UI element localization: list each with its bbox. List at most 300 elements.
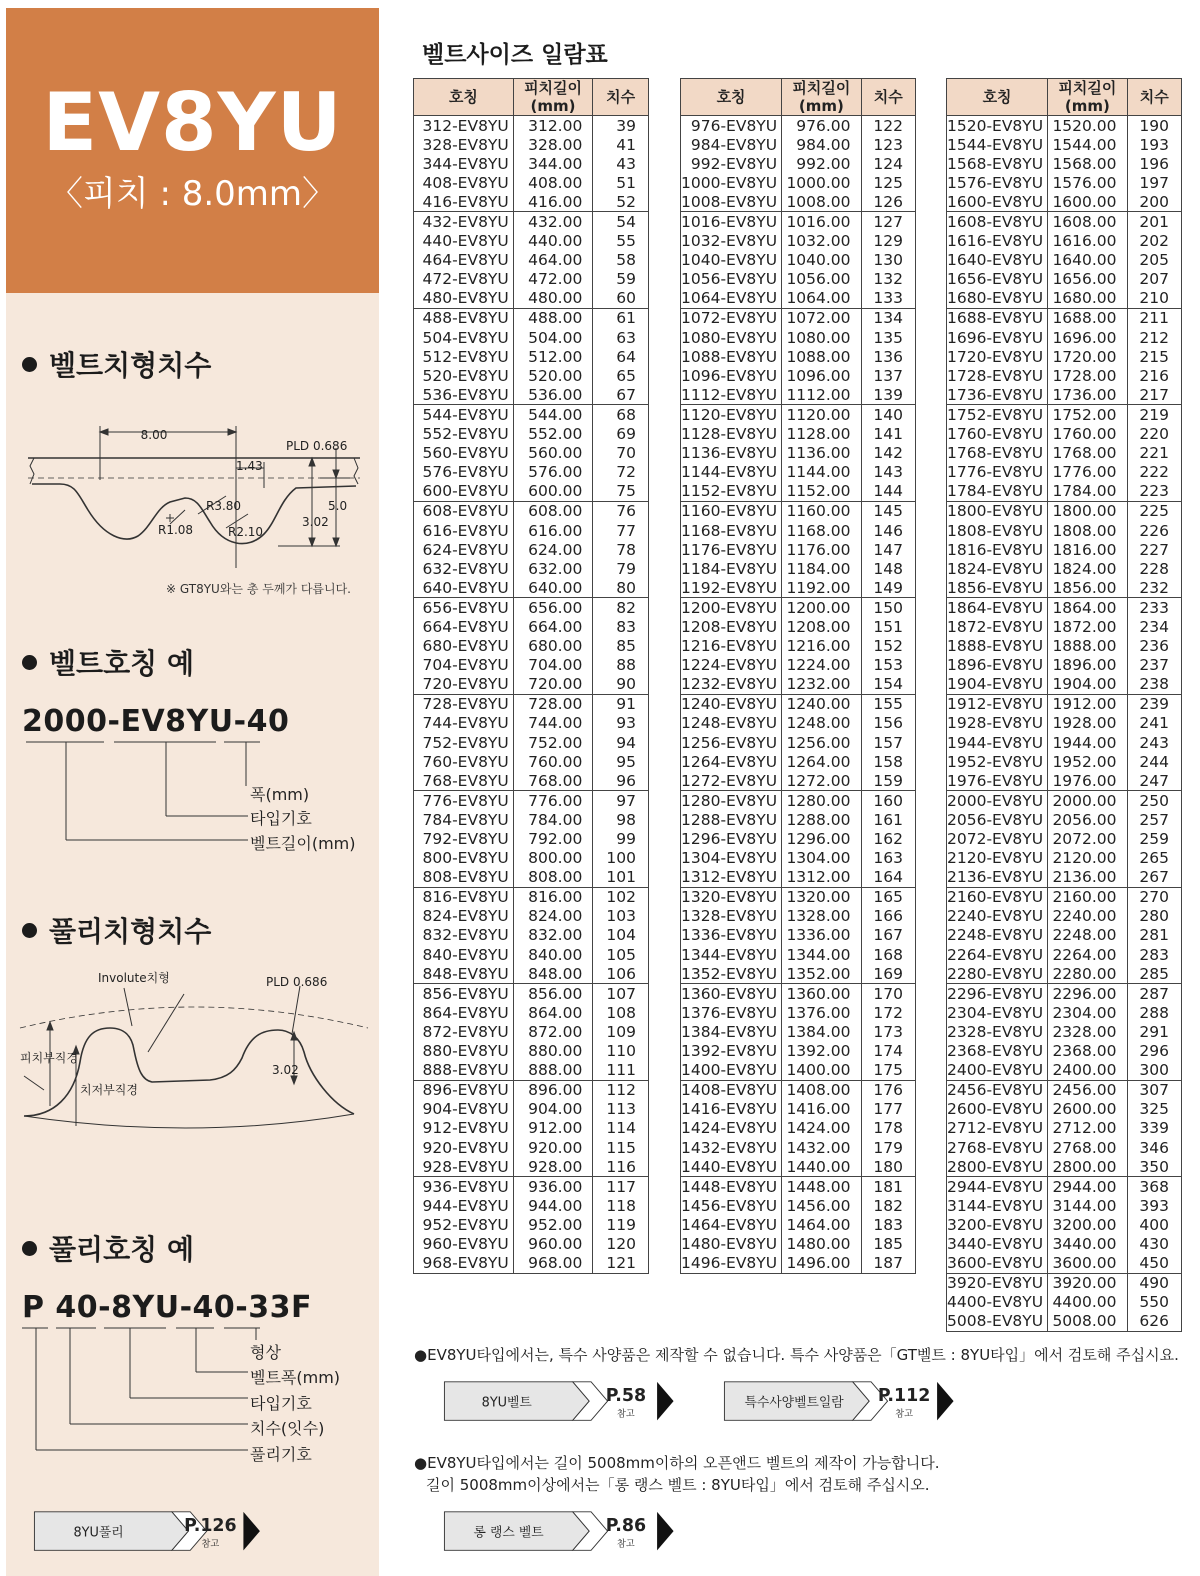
cell-teeth: 164 xyxy=(861,868,915,888)
cell-teeth: 350 xyxy=(1127,1157,1181,1177)
cell-length: 680.00 xyxy=(513,637,593,656)
cell-length: 1688.00 xyxy=(1048,308,1127,328)
cell-name: 1736-EV8YU xyxy=(947,385,1048,405)
cell-name: 2768-EV8YU xyxy=(947,1138,1048,1157)
cell-teeth: 182 xyxy=(861,1196,915,1215)
table-row xyxy=(681,1215,916,1234)
cell-length: 1416.00 xyxy=(782,1100,861,1119)
table-row xyxy=(947,1119,1182,1138)
cell-teeth: 281 xyxy=(1127,926,1181,945)
cell-name: 1264-EV8YU xyxy=(681,752,782,771)
cell-length: 1808.00 xyxy=(1048,521,1127,540)
table-row xyxy=(414,1157,649,1177)
cell-teeth: 58 xyxy=(593,251,649,270)
cell-name: 536-EV8YU xyxy=(414,385,514,405)
table-row xyxy=(681,1254,916,1274)
cell-name: 480-EV8YU xyxy=(414,289,514,309)
header-length: 피치길이(mm) xyxy=(782,79,861,116)
cell-teeth: 144 xyxy=(861,482,915,502)
cell-name: 2712-EV8YU xyxy=(947,1119,1048,1138)
table-row xyxy=(681,251,916,270)
label-pitch-diameter: 피치부직경 xyxy=(20,1051,78,1065)
table-row xyxy=(681,154,916,173)
cell-teeth: 225 xyxy=(1127,501,1181,521)
cell-length: 1800.00 xyxy=(1048,501,1127,521)
cell-length: 656.00 xyxy=(513,598,593,618)
cell-name: 1456-EV8YU xyxy=(681,1196,782,1215)
cell-teeth: 103 xyxy=(593,907,649,926)
table-row xyxy=(681,1003,916,1022)
cell-teeth: 93 xyxy=(593,714,649,733)
cell-teeth: 167 xyxy=(861,926,915,945)
cell-teeth: 174 xyxy=(861,1042,915,1061)
cell-name: 1616-EV8YU xyxy=(947,232,1048,251)
table-row xyxy=(681,482,916,502)
cell-length: 552.00 xyxy=(513,425,593,444)
table-row xyxy=(681,1177,916,1197)
cell-name: 848-EV8YU xyxy=(414,964,514,984)
cell-length: 576.00 xyxy=(513,463,593,482)
cell-length: 544.00 xyxy=(513,405,593,425)
table-row xyxy=(414,964,649,984)
cell-teeth: 237 xyxy=(1127,656,1181,675)
cell-length: 1344.00 xyxy=(782,945,861,964)
cell-teeth: 123 xyxy=(861,135,915,154)
cell-length: 1176.00 xyxy=(782,540,861,559)
cell-name: 1288-EV8YU xyxy=(681,810,782,829)
cell-name: 952-EV8YU xyxy=(414,1215,514,1234)
cell-length: 1312.00 xyxy=(782,868,861,888)
cell-name: 1328-EV8YU xyxy=(681,907,782,926)
cell-name: 2456-EV8YU xyxy=(947,1080,1048,1100)
table-row xyxy=(414,1042,649,1061)
cell-teeth: 219 xyxy=(1127,405,1181,425)
cell-name: 1440-EV8YU xyxy=(681,1157,782,1177)
cell-teeth: 133 xyxy=(861,289,915,309)
cell-teeth: 228 xyxy=(1127,559,1181,578)
cell-teeth: 211 xyxy=(1127,308,1181,328)
table-row xyxy=(681,714,916,733)
cell-teeth: 82 xyxy=(593,598,649,618)
cell-length: 2248.00 xyxy=(1048,926,1127,945)
cell-length: 1944.00 xyxy=(1048,733,1127,752)
table-row xyxy=(947,1273,1182,1293)
cell-teeth: 146 xyxy=(861,521,915,540)
cell-name: 960-EV8YU xyxy=(414,1234,514,1253)
cell-teeth: 112 xyxy=(593,1080,649,1100)
cell-name: 792-EV8YU xyxy=(414,829,514,848)
pulley-tooth-diagram xyxy=(14,966,374,1146)
cell-length: 728.00 xyxy=(513,694,593,714)
cell-length: 1864.00 xyxy=(1048,598,1127,618)
cell-length: 2712.00 xyxy=(1048,1119,1127,1138)
cell-length: 1456.00 xyxy=(782,1196,861,1215)
cell-length: 992.00 xyxy=(782,154,861,173)
table-row xyxy=(681,501,916,521)
cell-length: 1008.00 xyxy=(782,192,861,212)
table-row xyxy=(681,637,916,656)
cell-teeth: 51 xyxy=(593,173,649,192)
cell-name: 920-EV8YU xyxy=(414,1138,514,1157)
cell-name: 744-EV8YU xyxy=(414,714,514,733)
cell-name: 416-EV8YU xyxy=(414,192,514,212)
pulley-code-label-type: 타입기호 xyxy=(250,1394,312,1413)
ref-page: P.126 xyxy=(184,1516,237,1537)
cell-length: 1776.00 xyxy=(1048,463,1127,482)
dim-302: 3.02 xyxy=(302,515,329,529)
cell-length: 520.00 xyxy=(513,366,593,385)
cell-length: 1088.00 xyxy=(782,347,861,366)
cell-length: 864.00 xyxy=(513,1003,593,1022)
cell-name: 936-EV8YU xyxy=(414,1177,514,1197)
cell-teeth: 152 xyxy=(861,637,915,656)
cell-name: 896-EV8YU xyxy=(414,1080,514,1100)
cell-length: 3440.00 xyxy=(1048,1234,1127,1253)
ref-button-pulley[interactable] xyxy=(24,1510,274,1554)
cell-length: 2800.00 xyxy=(1048,1157,1127,1177)
cell-teeth: 95 xyxy=(593,752,649,771)
cell-name: 440-EV8YU xyxy=(414,232,514,251)
table-row xyxy=(947,771,1182,791)
cell-length: 512.00 xyxy=(513,347,593,366)
table-row xyxy=(947,154,1182,173)
cell-name: 344-EV8YU xyxy=(414,154,514,173)
table-row xyxy=(414,637,649,656)
cell-name: 1408-EV8YU xyxy=(681,1080,782,1100)
table-row xyxy=(414,984,649,1004)
table-row xyxy=(947,656,1182,675)
cell-length: 760.00 xyxy=(513,752,593,771)
cell-name: 1336-EV8YU xyxy=(681,926,782,945)
cell-name: 1400-EV8YU xyxy=(681,1061,782,1081)
cell-length: 1224.00 xyxy=(782,656,861,675)
cell-length: 1064.00 xyxy=(782,289,861,309)
cell-teeth: 259 xyxy=(1127,829,1181,848)
table-row xyxy=(681,1157,916,1177)
cell-name: 1816-EV8YU xyxy=(947,540,1048,559)
table-row xyxy=(947,501,1182,521)
cell-length: 5008.00 xyxy=(1048,1312,1127,1332)
cell-teeth: 165 xyxy=(861,887,915,907)
table-row xyxy=(681,347,916,366)
cell-name: 544-EV8YU xyxy=(414,405,514,425)
cell-name: 560-EV8YU xyxy=(414,444,514,463)
cell-name: 768-EV8YU xyxy=(414,771,514,791)
table-row xyxy=(414,598,649,618)
table-row xyxy=(947,385,1182,405)
cell-length: 920.00 xyxy=(513,1138,593,1157)
cell-teeth: 140 xyxy=(861,405,915,425)
cell-name: 4400-EV8YU xyxy=(947,1293,1048,1312)
cell-length: 2456.00 xyxy=(1048,1080,1127,1100)
cell-length: 2368.00 xyxy=(1048,1042,1127,1061)
table-row xyxy=(414,444,649,463)
ref-button-long-length[interactable] xyxy=(434,1510,684,1554)
section-belt-tooth: 벨트치형치수 xyxy=(22,344,211,384)
cell-name: 5008-EV8YU xyxy=(947,1312,1048,1332)
cell-name: 1872-EV8YU xyxy=(947,617,1048,636)
dim-143: 1.43 xyxy=(236,459,263,473)
cell-length: 856.00 xyxy=(513,984,593,1004)
cell-name: 624-EV8YU xyxy=(414,540,514,559)
cell-teeth: 96 xyxy=(593,771,649,791)
pulley-code-label-width: 벨트폭(mm) xyxy=(250,1368,341,1387)
cell-length: 2136.00 xyxy=(1048,868,1127,888)
cell-name: 1096-EV8YU xyxy=(681,366,782,385)
cell-teeth: 221 xyxy=(1127,444,1181,463)
cell-length: 480.00 xyxy=(513,289,593,309)
header-name: 호칭 xyxy=(414,79,514,116)
ref-note: 참고 xyxy=(201,1538,220,1550)
table-row xyxy=(414,270,649,289)
cell-name: 1808-EV8YU xyxy=(947,521,1048,540)
table-row xyxy=(681,849,916,868)
cell-name: 1224-EV8YU xyxy=(681,656,782,675)
cell-length: 1448.00 xyxy=(782,1177,861,1197)
cell-teeth: 76 xyxy=(593,501,649,521)
cell-length: 1392.00 xyxy=(782,1042,861,1061)
cell-teeth: 109 xyxy=(593,1022,649,1041)
label-pulley-pld: PLD 0.686 xyxy=(266,975,328,989)
dim-r210: R2.10 xyxy=(228,525,264,539)
cell-length: 1240.00 xyxy=(782,694,861,714)
table-row xyxy=(414,173,649,192)
cell-length: 3144.00 xyxy=(1048,1196,1127,1215)
cell-name: 968-EV8YU xyxy=(414,1254,514,1274)
cell-name: 1776-EV8YU xyxy=(947,463,1048,482)
table-row xyxy=(681,656,916,675)
table-row xyxy=(681,926,916,945)
table-row xyxy=(947,964,1182,984)
cell-teeth: 161 xyxy=(861,810,915,829)
cell-name: 1184-EV8YU xyxy=(681,559,782,578)
cell-name: 2280-EV8YU xyxy=(947,964,1048,984)
cell-length: 1432.00 xyxy=(782,1138,861,1157)
cell-length: 1296.00 xyxy=(782,829,861,848)
cell-name: 616-EV8YU xyxy=(414,521,514,540)
cell-teeth: 124 xyxy=(861,154,915,173)
cell-teeth: 78 xyxy=(593,540,649,559)
cell-name: 1008-EV8YU xyxy=(681,192,782,212)
table-row xyxy=(681,791,916,811)
table-row xyxy=(947,752,1182,771)
cell-name: 2944-EV8YU xyxy=(947,1177,1048,1197)
cell-name: 504-EV8YU xyxy=(414,328,514,347)
cell-length: 960.00 xyxy=(513,1234,593,1253)
table-row xyxy=(681,405,916,425)
header-name: 호칭 xyxy=(947,79,1048,116)
cell-name: 1016-EV8YU xyxy=(681,212,782,232)
table-row xyxy=(681,617,916,636)
cell-length: 1728.00 xyxy=(1048,366,1127,385)
cell-name: 872-EV8YU xyxy=(414,1022,514,1041)
cell-name: 880-EV8YU xyxy=(414,1042,514,1061)
table-row xyxy=(414,308,649,328)
cell-length: 1976.00 xyxy=(1048,771,1127,791)
cell-teeth: 79 xyxy=(593,559,649,578)
table-row xyxy=(681,1234,916,1253)
cell-length: 776.00 xyxy=(513,791,593,811)
table-row xyxy=(414,868,649,888)
section-pulley-tooth: 풀리치형치수 xyxy=(22,910,211,950)
cell-length: 1768.00 xyxy=(1048,444,1127,463)
table-row xyxy=(947,540,1182,559)
cell-name: 664-EV8YU xyxy=(414,617,514,636)
table-row xyxy=(414,752,649,771)
cell-name: 488-EV8YU xyxy=(414,308,514,328)
table-row xyxy=(414,154,649,173)
cell-name: 816-EV8YU xyxy=(414,887,514,907)
ref-button-special-belt[interactable] xyxy=(714,1380,964,1424)
table-row xyxy=(414,251,649,270)
cell-name: 824-EV8YU xyxy=(414,907,514,926)
cell-teeth: 61 xyxy=(593,308,649,328)
table-row xyxy=(947,1196,1182,1215)
cell-name: 808-EV8YU xyxy=(414,868,514,888)
cell-teeth: 232 xyxy=(1127,578,1181,598)
table-row xyxy=(414,791,649,811)
table-row xyxy=(414,829,649,848)
cell-length: 1264.00 xyxy=(782,752,861,771)
cell-name: 888-EV8YU xyxy=(414,1061,514,1081)
cell-length: 600.00 xyxy=(513,482,593,502)
cell-length: 3920.00 xyxy=(1048,1273,1127,1293)
cell-teeth: 169 xyxy=(861,964,915,984)
cell-teeth: 90 xyxy=(593,675,649,695)
table-row xyxy=(947,559,1182,578)
cell-teeth: 181 xyxy=(861,1177,915,1197)
table-row xyxy=(947,289,1182,309)
label-root-diameter: 치저부직경 xyxy=(80,1083,138,1097)
table-row xyxy=(414,385,649,405)
cell-teeth: 91 xyxy=(593,694,649,714)
belt-note: ※ GT8YU와는 총 두께가 다릅니다. xyxy=(166,582,351,596)
table-row xyxy=(947,598,1182,618)
table-row xyxy=(947,810,1182,829)
cell-teeth: 172 xyxy=(861,1003,915,1022)
cell-length: 2056.00 xyxy=(1048,810,1127,829)
table-row xyxy=(681,578,916,598)
cell-name: 1376-EV8YU xyxy=(681,1003,782,1022)
table-row xyxy=(681,212,916,232)
cell-name: 1520-EV8YU xyxy=(947,116,1048,136)
table-row xyxy=(414,559,649,578)
ref-page: P.112 xyxy=(877,1386,931,1407)
cell-teeth: 102 xyxy=(593,887,649,907)
cell-length: 2264.00 xyxy=(1048,945,1127,964)
table-row xyxy=(681,984,916,1004)
cell-length: 2120.00 xyxy=(1048,849,1127,868)
table-row xyxy=(414,578,649,598)
cell-length: 1232.00 xyxy=(782,675,861,695)
bullet-icon xyxy=(22,923,37,938)
cell-teeth: 287 xyxy=(1127,984,1181,1004)
cell-name: 608-EV8YU xyxy=(414,501,514,521)
cell-length: 1520.00 xyxy=(1048,116,1127,136)
cell-length: 944.00 xyxy=(513,1196,593,1215)
cell-name: 1136-EV8YU xyxy=(681,444,782,463)
cell-teeth: 200 xyxy=(1127,192,1181,212)
cell-name: 840-EV8YU xyxy=(414,945,514,964)
cell-teeth: 233 xyxy=(1127,598,1181,618)
cell-name: 1384-EV8YU xyxy=(681,1022,782,1041)
cell-name: 512-EV8YU xyxy=(414,347,514,366)
cell-teeth: 193 xyxy=(1127,135,1181,154)
note-open-end-2: 길이 5008mm이상에서는「롱 랭스 벨트 : 8YU타입」에서 검토해 주십시오. xyxy=(426,1476,930,1494)
cell-length: 1192.00 xyxy=(782,578,861,598)
cell-teeth: 132 xyxy=(861,270,915,289)
cell-name: 680-EV8YU xyxy=(414,637,514,656)
table-row xyxy=(947,270,1182,289)
cell-length: 2400.00 xyxy=(1048,1061,1127,1081)
cell-name: 704-EV8YU xyxy=(414,656,514,675)
cell-teeth: 450 xyxy=(1127,1254,1181,1274)
cell-teeth: 134 xyxy=(861,308,915,328)
cell-length: 4400.00 xyxy=(1048,1293,1127,1312)
table-row xyxy=(681,1138,916,1157)
cell-teeth: 160 xyxy=(861,791,915,811)
cell-length: 2304.00 xyxy=(1048,1003,1127,1022)
cell-length: 3600.00 xyxy=(1048,1254,1127,1274)
cell-length: 416.00 xyxy=(513,192,593,212)
cell-teeth: 111 xyxy=(593,1061,649,1081)
ref-label: 8YU벨트 xyxy=(481,1395,532,1411)
cell-name: 1912-EV8YU xyxy=(947,694,1048,714)
table-row xyxy=(947,791,1182,811)
bullet-icon xyxy=(22,357,37,372)
table-row xyxy=(681,887,916,907)
cell-teeth: 122 xyxy=(861,116,915,136)
cell-teeth: 168 xyxy=(861,945,915,964)
cell-name: 328-EV8YU xyxy=(414,135,514,154)
cell-length: 1096.00 xyxy=(782,366,861,385)
cell-length: 792.00 xyxy=(513,829,593,848)
cell-name: 1232-EV8YU xyxy=(681,675,782,695)
cell-name: 1168-EV8YU xyxy=(681,521,782,540)
cell-name: 2368-EV8YU xyxy=(947,1042,1048,1061)
cell-length: 936.00 xyxy=(513,1177,593,1197)
ref-button-8yu-belt[interactable] xyxy=(434,1380,684,1424)
cell-teeth: 139 xyxy=(861,385,915,405)
cell-teeth: 67 xyxy=(593,385,649,405)
cell-teeth: 215 xyxy=(1127,347,1181,366)
cell-teeth: 115 xyxy=(593,1138,649,1157)
table-row xyxy=(414,617,649,636)
cell-name: 1864-EV8YU xyxy=(947,598,1048,618)
table-row xyxy=(947,694,1182,714)
table-row xyxy=(681,270,916,289)
cell-length: 1480.00 xyxy=(782,1234,861,1253)
cell-teeth: 104 xyxy=(593,926,649,945)
cell-teeth: 113 xyxy=(593,1100,649,1119)
cell-name: 1800-EV8YU xyxy=(947,501,1048,521)
cell-teeth: 94 xyxy=(593,733,649,752)
cell-length: 1640.00 xyxy=(1048,251,1127,270)
cell-teeth: 158 xyxy=(861,752,915,771)
cell-name: 728-EV8YU xyxy=(414,694,514,714)
bullet-icon xyxy=(22,1241,37,1256)
table-row xyxy=(414,1003,649,1022)
cell-length: 1680.00 xyxy=(1048,289,1127,309)
cell-length: 704.00 xyxy=(513,656,593,675)
cell-name: 432-EV8YU xyxy=(414,212,514,232)
table-row xyxy=(414,733,649,752)
cell-teeth: 285 xyxy=(1127,964,1181,984)
cell-teeth: 145 xyxy=(861,501,915,521)
cell-name: 1296-EV8YU xyxy=(681,829,782,848)
belt-code-label-width: 폭(mm) xyxy=(250,785,310,804)
cell-length: 1928.00 xyxy=(1048,714,1127,733)
